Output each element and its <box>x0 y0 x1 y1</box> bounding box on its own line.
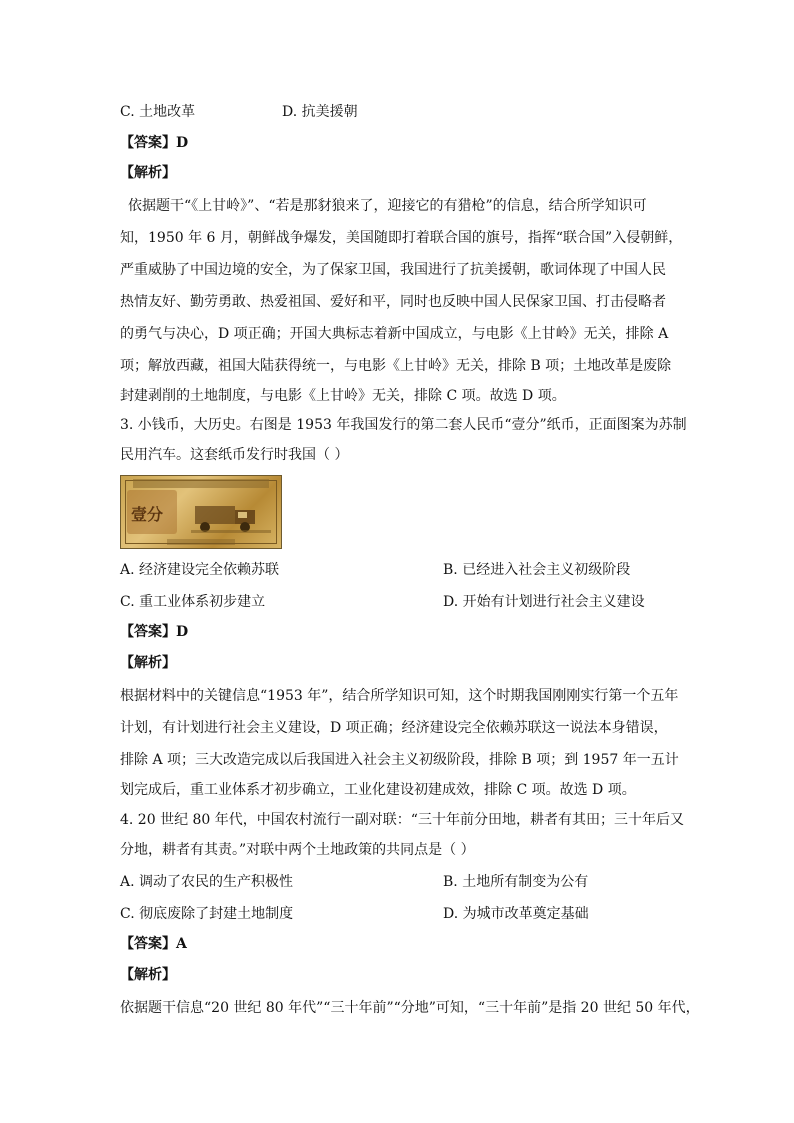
q3-analysis-line: 计划，有计划进行社会主义建设，D 项正确；经济建设完全依赖苏联这一说法本身错误， <box>120 720 668 736</box>
q3-option-a: A. 经济建设完全依赖苏联 <box>120 562 280 578</box>
q2-analysis-line: 严重威胁了中国边境的安全，为了保家卫国，我国进行了抗美援朝，歌词体现了中国人民 <box>120 262 666 278</box>
q3-analysis-line: 根据材料中的关键信息“1953 年”，结合所学知识可知，这个时期我国刚刚实行第一个五年 <box>120 688 679 704</box>
q2-analysis-line: 项；解放西藏，祖国大陆获得统一，与电影《上甘岭》无关，排除 B 项；土地改革是废除 <box>120 358 672 374</box>
q3-analysis-label: 【解析】 <box>120 655 176 671</box>
q2-analysis-line: 的勇气与决心，D 项正确；开国大典标志着新中国成立，与电影《上甘岭》无关，排除 A <box>120 326 669 342</box>
q3-stem-line: 3. 小钱币，大历史。右图是 1953 年我国发行的第二套人民币“壹分”纸币，正面图案为苏制 <box>120 417 687 433</box>
q2-analysis-line: 依据题干“《上甘岭》”、“若是那豺狼来了，迎接它的有猎枪”的信息，结合所学知识可 <box>128 198 647 214</box>
q3-option-c: C. 重工业体系初步建立 <box>120 594 266 610</box>
q3-option-d: D. 开始有计划进行社会主义建设 <box>443 594 645 610</box>
banknote-image <box>120 475 282 549</box>
q2-analysis-line: 热情友好、勤劳勇敢、热爱祖国、爱好和平，同时也反映中国人民保家卫国、打击侵略者 <box>120 294 666 310</box>
q2-option-d: D. 抗美援朝 <box>282 104 358 120</box>
q2-analysis-line: 封建剥削的土地制度，与电影《上甘岭》无关，排除 C 项。故选 D 项。 <box>120 388 566 404</box>
banknote-top-band <box>133 479 269 488</box>
q3-answer: 【答案】D <box>120 624 189 640</box>
q4-analysis-label: 【解析】 <box>120 967 176 983</box>
q4-stem-line: 4. 20 世纪 80 年代，中国农村流行一副对联：“三十年前分田地，耕者有其田；三十年后又 <box>120 812 684 828</box>
q4-answer: 【答案】A <box>120 936 187 952</box>
q3-stem-line: 民用汽车。这套纸币发行时我国（ ） <box>120 447 349 463</box>
banknote-bottom-band <box>167 539 235 545</box>
q2-option-c: C. 土地改革 <box>120 104 196 120</box>
q4-option-b: B. 土地所有制变为公有 <box>443 874 589 890</box>
q3-analysis-line: 排除 A 项；三大改造完成以后我国进入社会主义初级阶段，排除 B 项；到 1957 年一五计 <box>120 752 679 768</box>
banknote-denomination: 壹分 <box>131 505 164 524</box>
q4-stem-line: 分地，耕者有其责。”对联中两个土地政策的共同点是（ ） <box>120 842 475 858</box>
q4-analysis-line: 依据题干信息“20 世纪 80 年代”“三十年前”“分地”可知，“三十年前”是指 20 世纪 50 年代， <box>120 1000 700 1016</box>
q2-answer: 【答案】D <box>120 135 189 151</box>
truck-icon <box>191 494 271 538</box>
q2-analysis-line: 知，1950 年 6 月，朝鲜战争爆发，美国随即打着联合国的旗号，指挥“联合国”入侵朝鲜， <box>120 230 683 246</box>
q3-analysis-line: 划完成后，重工业体系才初步确立，工业化建设初建成效，排除 C 项。故选 D 项。 <box>120 782 636 798</box>
q3-option-b: B. 已经进入社会主义初级阶段 <box>443 562 631 578</box>
q2-analysis-label: 【解析】 <box>120 165 176 181</box>
q4-option-c: C. 彻底废除了封建土地制度 <box>120 906 294 922</box>
q4-option-a: A. 调动了农民的生产积极性 <box>120 874 294 890</box>
q4-option-d: D. 为城市改革奠定基础 <box>443 906 589 922</box>
